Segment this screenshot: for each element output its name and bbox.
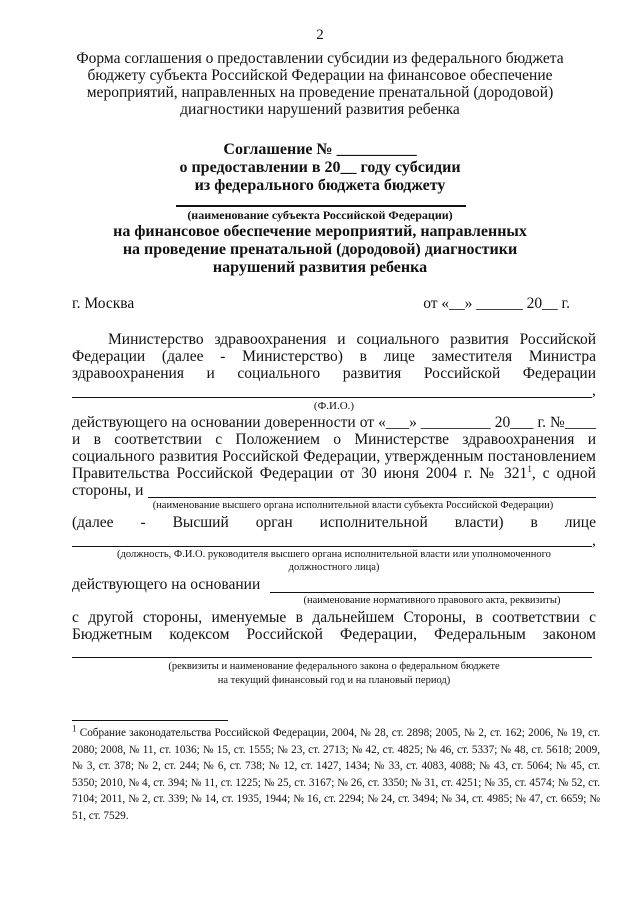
purpose-line: на финансовое обеспечение мероприятий, направленных (113, 223, 527, 240)
official-caption-line: должностного лица) (288, 562, 380, 573)
fio-caption: (Ф.И.О.) (313, 400, 355, 412)
act-fill-line (270, 592, 594, 593)
para4-line1: действующего на основании (72, 576, 261, 593)
law-caption (72, 660, 596, 688)
para3-line1: (далее - Высший орган исполнительной власти) в лице (72, 514, 596, 531)
form-title-line: бюджету субъекта Российской Федерации на финансовое обеспечение (87, 67, 553, 84)
footnote-mark: 1 (72, 723, 77, 734)
page-number: 2 (316, 27, 324, 43)
para2-line5: стороны, и (72, 482, 144, 499)
para2-line1: действующего на основании доверенности от «___» _________ 20___ г. №____ (72, 414, 596, 431)
para2-line2: и в соответствии с Положением о Министерстве здравоохранения и (72, 431, 596, 448)
form-title-line: диагностики нарушений развития ребенка (180, 101, 460, 118)
footnote-separator (72, 720, 228, 721)
subject-caption: (наименование субъекта Российской Федерации) (187, 208, 453, 222)
fio-fill-line (72, 397, 592, 398)
purpose-heading (60, 223, 580, 277)
act-caption: (наименование нормативного правового акта, реквизиты) (303, 595, 561, 606)
official-caption (72, 548, 596, 574)
para2-line4-tail: , с одной (531, 465, 596, 482)
para1-line2: Федерации (далее - Министерство) в лице заместителя Министра (72, 348, 596, 365)
purpose-line: на проведение пренатальной (дородовой) диагностики (122, 241, 518, 258)
footnote-text: Собрание законодательства Российской Федерации, 2004, № 28, ст. 2898; 2005, № 2, ст. 162; 2006, № 19, ст. 2080; 2008, № 11, ст. 1036; № 15, ст. 1555; № 23, ст. 2713; № 42, ст. 4825; № 46, ст. 5337; № 48, ст. 5618; 2009, № 3, ст. 378; № 2, ст. 244; № 6, ст. 738; № 12, ст. 1427, 1434; № 33, ст. 4083, 4088; № 43, ст. 5064; № 45, ст. 5350; 2010, № 4, ст. 394; № 11, ст. 1225; № 25, ст. 3167; № 26, ст. 3350; № 31, ст. 4251; № 35, ст. 4574; № 52, ст. 7104; 2011, № 2, ст. 339; № 14, ст. 1935, 1944; № 16, ст. 2294; № 24, ст. 3494; № 34, ст. 4985; № 47, ст. 6659; № 51, ст. 7529. (72, 727, 600, 822)
para2-line3: социального развития Российской Федерации, утвержденным постановлением (72, 448, 596, 465)
official-comma: , (592, 532, 596, 549)
official-fill-line (72, 546, 592, 547)
fio-comma: , (592, 382, 596, 399)
footnote-ref: 1 (527, 463, 532, 474)
agreement-budget-line: из федерального бюджета бюджету (194, 177, 446, 194)
date-line: от «__» ______ 20__ г. (423, 295, 570, 312)
agreement-number-line: Соглашение № __________ (223, 141, 417, 158)
para1-line3: здравоохранения и социального развития Российской Федерации (72, 365, 596, 382)
agreement-heading (60, 141, 580, 195)
form-title-line: мероприятий, направленных на проведение пренатальной (дородовой) (86, 84, 554, 101)
para2-line4 (72, 465, 596, 482)
exec-caption: (наименование высшего органа исполнительной власти субъекта Российской Федерации) (152, 500, 554, 511)
para1-line1: Министерство здравоохранения и социального развития Российской (108, 331, 596, 348)
agreement-year-line: о предоставлении в 20__ году субсидии (179, 159, 461, 176)
law-fill-line (72, 657, 592, 658)
place: г. Москва (72, 295, 135, 312)
law-caption-line: на текущий финансовый год и на плановый период) (217, 675, 451, 686)
form-title-line: Форма соглашения о предоставлении субсидии из федерального бюджета (76, 50, 564, 67)
subject-name-line (176, 205, 466, 207)
law-caption-line: (реквизиты и наименование федерального закона о федеральном бюджете (168, 661, 500, 672)
purpose-line: нарушений развития ребенка (212, 259, 428, 276)
para5-line2: Бюджетным кодексом Российской Федерации, Федеральным законом (72, 626, 596, 643)
exec-body-fill-line (148, 497, 596, 498)
official-caption-line: (должность, Ф.И.О. руководителя высшего органа исполнительной власти или уполномоченного (117, 549, 551, 560)
form-title (60, 50, 580, 118)
para2-line4-text: Правительства Российской Федерации от 30 июня 2004 г. № 321 (72, 465, 528, 482)
footnote (72, 725, 600, 824)
para5-line1: с другой стороны, именуемые в дальнейшем Стороны, в соответствии с (72, 609, 596, 626)
